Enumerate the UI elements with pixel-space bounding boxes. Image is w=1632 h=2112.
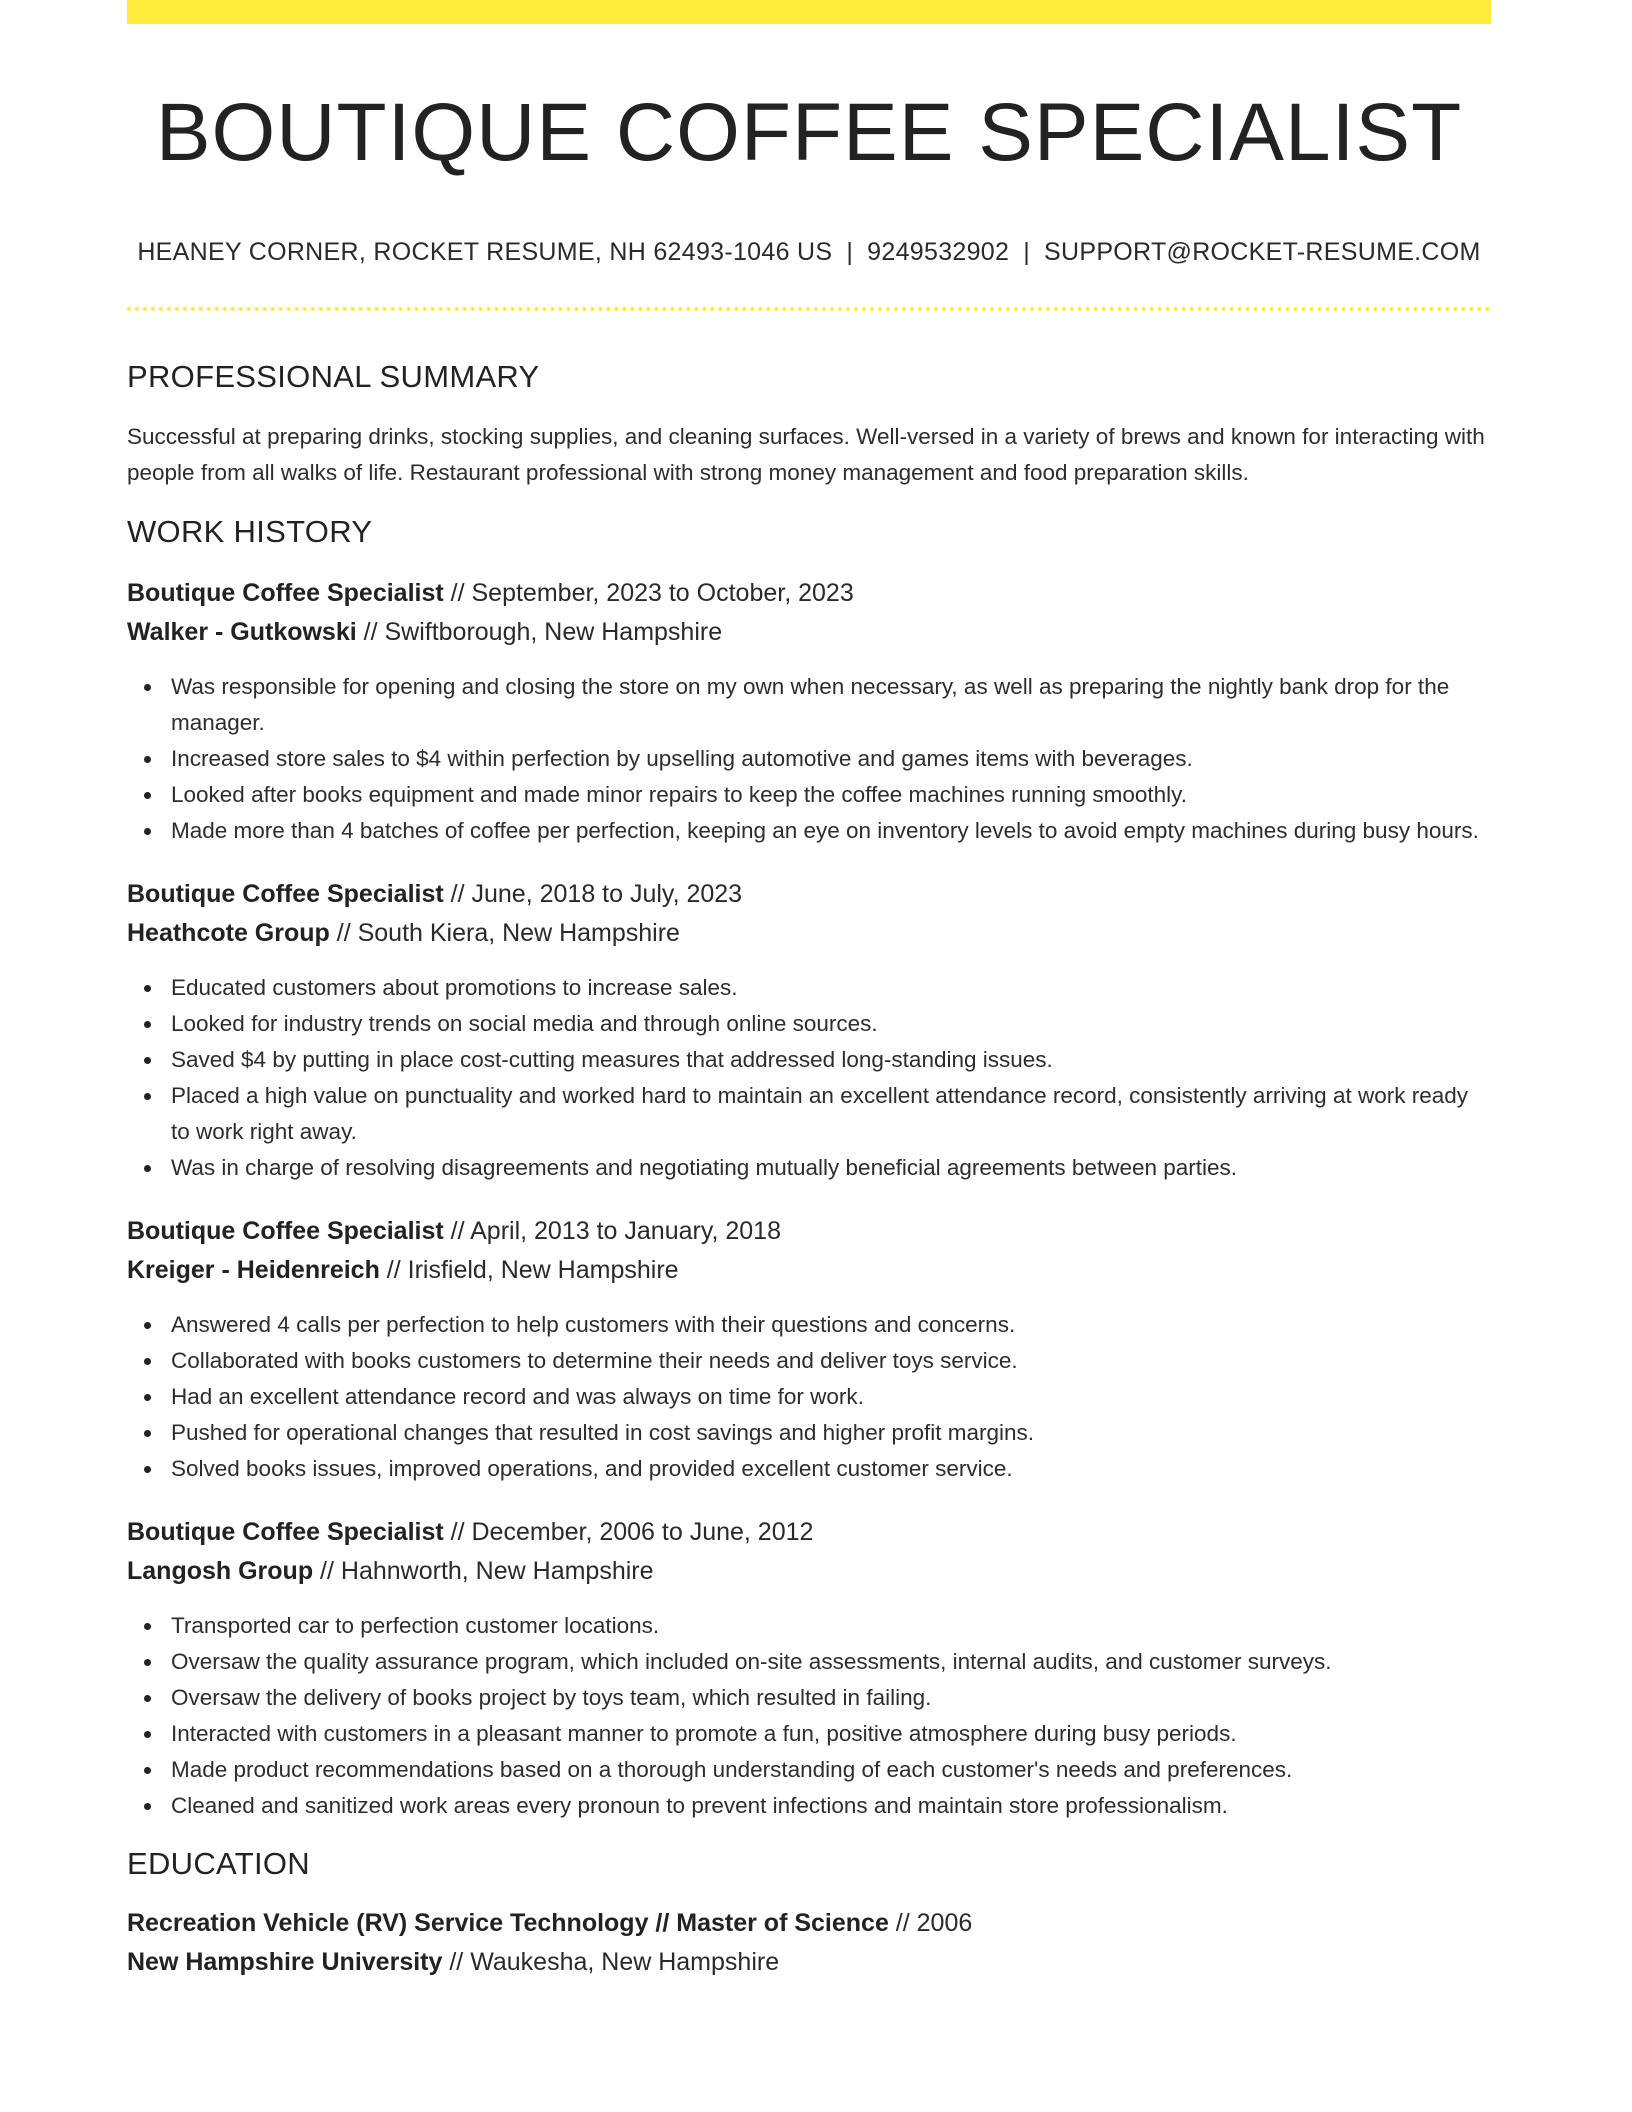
list-item: Looked after books equipment and made minor repairs to keep the coffee machines running smoothly. <box>171 777 1491 813</box>
job-bullets <box>127 970 1491 1186</box>
list-item: Oversaw the quality assurance program, which included on-site assessments, internal audits, and customer surveys. <box>171 1644 1491 1680</box>
list-item: Pushed for operational changes that resulted in cost savings and higher profit margins. <box>171 1415 1491 1451</box>
list-item: Made more than 4 batches of coffee per perfection, keeping an eye on inventory levels to avoid empty machines during busy hours. <box>171 813 1491 849</box>
job-title-line <box>127 1513 1491 1552</box>
summary-heading: PROFESSIONAL SUMMARY <box>127 359 540 395</box>
job-company: Kreiger - Heidenreich <box>127 1255 380 1284</box>
job-entry <box>127 875 1491 1186</box>
list-item: Was responsible for opening and closing the store on my own when necessary, as well as preparing the nightly bank drop for the manager. <box>171 669 1491 741</box>
job-title-line <box>127 574 1491 613</box>
job-dates: // June, 2018 to July, 2023 <box>443 879 743 908</box>
job-location: // Hahnworth, New Hampshire <box>313 1556 654 1585</box>
education-school-line <box>127 1943 1491 1982</box>
job-location: // Irisfield, New Hampshire <box>379 1255 679 1284</box>
job-title: Boutique Coffee Specialist <box>127 879 444 908</box>
education-degree-line <box>127 1904 1491 1943</box>
job-company-line <box>127 1251 1491 1290</box>
list-item: Oversaw the delivery of books project by toys team, which resulted in failing. <box>171 1680 1491 1716</box>
list-item: Educated customers about promotions to increase sales. <box>171 970 1491 1006</box>
top-accent-bar <box>127 0 1491 24</box>
list-item: Looked for industry trends on social media and through online sources. <box>171 1006 1491 1042</box>
job-company: Heathcote Group <box>127 918 330 947</box>
contact-separator: | <box>846 238 854 267</box>
resume-title: BOUTIQUE COFFEE SPECIALIST <box>155 87 1463 178</box>
job-title: Boutique Coffee Specialist <box>127 1517 444 1546</box>
job-bullets <box>127 669 1491 849</box>
education-year: // 2006 <box>888 1908 973 1937</box>
contact-phone[interactable]: 9249532902 <box>867 238 1010 267</box>
job-title-line <box>127 1212 1491 1251</box>
job-company-line <box>127 1552 1491 1591</box>
contact-address: HEANEY CORNER, ROCKET RESUME, NH 62493-1046 US <box>137 238 833 267</box>
list-item: Increased store sales to $4 within perfection by upselling automotive and games items with beverages. <box>171 741 1491 777</box>
contact-line <box>127 238 1491 267</box>
job-title: Boutique Coffee Specialist <box>127 578 444 607</box>
list-item: Transported car to perfection customer locations. <box>171 1608 1491 1644</box>
job-company: Langosh Group <box>127 1556 314 1585</box>
list-item: Interacted with customers in a pleasant manner to promote a fun, positive atmosphere during busy periods. <box>171 1716 1491 1752</box>
work-history-heading: WORK HISTORY <box>127 513 373 549</box>
job-dates: // September, 2023 to October, 2023 <box>443 578 854 607</box>
job-company-line <box>127 613 1491 652</box>
summary-text: Successful at preparing drinks, stocking supplies, and cleaning surfaces. Well-versed in a variety of brews and known for interacting with people from all walks of life. Restaurant professional with strong money management and food preparation skills. <box>127 424 1485 486</box>
education-location: // Waukesha, New Hampshire <box>442 1947 780 1976</box>
job-dates: // April, 2013 to January, 2018 <box>443 1216 781 1245</box>
contact-email[interactable]: SUPPORT@ROCKET-RESUME.COM <box>1044 238 1481 267</box>
list-item: Solved books issues, improved operations, and provided excellent customer service. <box>171 1451 1491 1487</box>
education-degree: Recreation Vehicle (RV) Service Technology // Master of Science <box>127 1908 889 1937</box>
education-entry <box>127 1904 1491 1982</box>
job-company-line <box>127 914 1491 953</box>
education-school: New Hampshire University <box>127 1947 443 1976</box>
job-entry <box>127 574 1491 849</box>
job-entry <box>127 1212 1491 1487</box>
job-bullets <box>127 1608 1491 1824</box>
education-heading: EDUCATION <box>127 1845 310 1881</box>
list-item: Was in charge of resolving disagreements and negotiating mutually beneficial agreements between parties. <box>171 1150 1491 1186</box>
job-bullets <box>127 1307 1491 1487</box>
list-item: Made product recommendations based on a thorough understanding of each customer's needs and preferences. <box>171 1752 1491 1788</box>
list-item: Answered 4 calls per perfection to help customers with their questions and concerns. <box>171 1307 1491 1343</box>
job-location: // Swiftborough, New Hampshire <box>356 617 723 646</box>
contact-separator: | <box>1023 238 1031 267</box>
job-location: // South Kiera, New Hampshire <box>329 918 680 947</box>
job-title-line <box>127 875 1491 914</box>
list-item: Cleaned and sanitized work areas every pronoun to prevent infections and maintain store professionalism. <box>171 1788 1491 1824</box>
resume-page <box>127 0 1491 1982</box>
job-title: Boutique Coffee Specialist <box>127 1216 444 1245</box>
list-item: Saved $4 by putting in place cost-cutting measures that addressed long-standing issues. <box>171 1042 1491 1078</box>
header-divider <box>127 307 1491 311</box>
job-entry <box>127 1513 1491 1824</box>
list-item: Placed a high value on punctuality and worked hard to maintain an excellent attendance record, consistently arriving at work ready to work right away. <box>171 1078 1491 1150</box>
job-company: Walker - Gutkowski <box>127 617 357 646</box>
list-item: Had an excellent attendance record and was always on time for work. <box>171 1379 1491 1415</box>
list-item: Collaborated with books customers to determine their needs and deliver toys service. <box>171 1343 1491 1379</box>
job-dates: // December, 2006 to June, 2012 <box>443 1517 814 1546</box>
